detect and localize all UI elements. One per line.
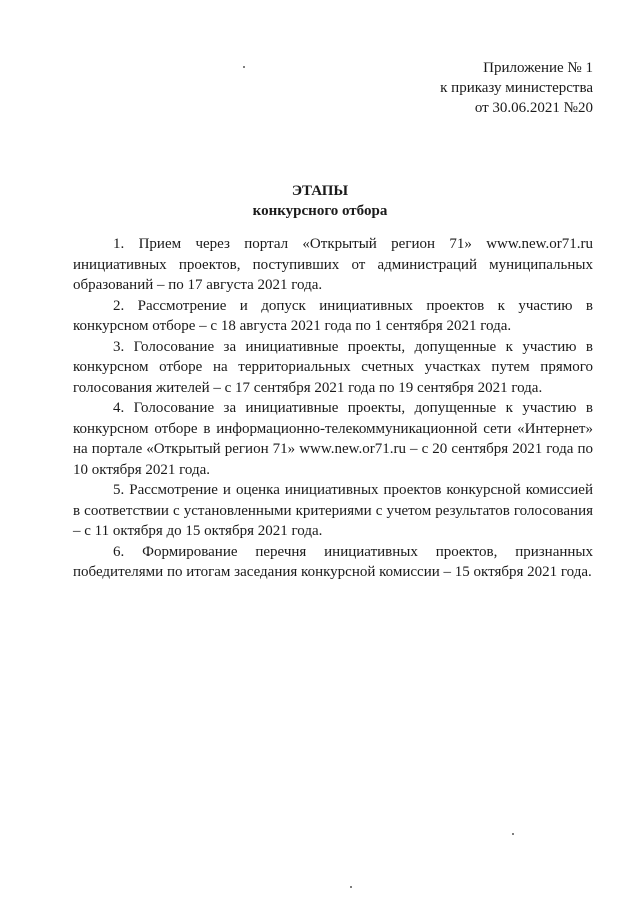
- stage-text: Прием через портал «Открытый регион 71» www.new.or71.ru инициативных проектов, поступивших от администраций муниципальных образований – по 17 августа 2021 года.: [73, 236, 593, 293]
- stage-number: 5.: [113, 482, 125, 498]
- stage-number: 1.: [113, 236, 125, 252]
- scan-speck: [350, 886, 352, 888]
- stage-item-4: [73, 398, 593, 480]
- appendix-line-1: Приложение № 1: [483, 60, 593, 76]
- stage-item-1: [73, 234, 593, 296]
- document-title: [0, 181, 640, 221]
- stage-number: 2.: [113, 297, 125, 314]
- stage-item-2: [73, 296, 593, 337]
- stage-item-5: [73, 480, 593, 542]
- appendix-header: [440, 58, 593, 118]
- stage-text: Рассмотрение и допуск инициативных проектов к участию в конкурсном отборе – с 18 августа 2021 года по 1 сентября 2021 года.: [73, 297, 593, 334]
- stage-item-6: [73, 542, 593, 583]
- title-line-2: конкурсного отбора: [252, 203, 388, 219]
- stage-text: Голосование за инициативные проекты, допущенные к участию в конкурсном отборе на территориальных счетных участках путем прямого голосования жителей – с 17 сентября 2021 года по 19 сентября 2021 года.: [73, 338, 593, 396]
- stage-number: 3.: [113, 338, 125, 355]
- stage-text: Голосование за инициативные проекты, допущенные к участию в конкурсном отборе в информационно-телекоммуникационной сети «Интернет» на портале «Открытый регион 71» www.new.or71.ru – с 20 сентября 2021 года по 10 октября 2021 года.: [73, 400, 593, 478]
- stages-list: [73, 234, 593, 583]
- stage-number: 4.: [113, 400, 125, 416]
- stage-item-3: [73, 337, 593, 399]
- appendix-line-2: к приказу министерства: [440, 80, 593, 96]
- scan-speck: [512, 833, 514, 835]
- stage-text: Рассмотрение и оценка инициативных проектов конкурсной комиссией в соответствии с установленными критериями с учетом результатов голосования – с 11 октября до 15 октября 2021 года.: [73, 482, 593, 539]
- stage-number: 6.: [113, 543, 125, 560]
- scan-speck: [243, 66, 245, 68]
- stage-text: Формирование перечня инициативных проектов, признанных победителями по итогам заседания конкурсной комиссии – 15 октября 2021 года.: [73, 543, 593, 580]
- appendix-line-3: от 30.06.2021 №20: [474, 100, 593, 116]
- title-line-1: ЭТАПЫ: [291, 183, 349, 199]
